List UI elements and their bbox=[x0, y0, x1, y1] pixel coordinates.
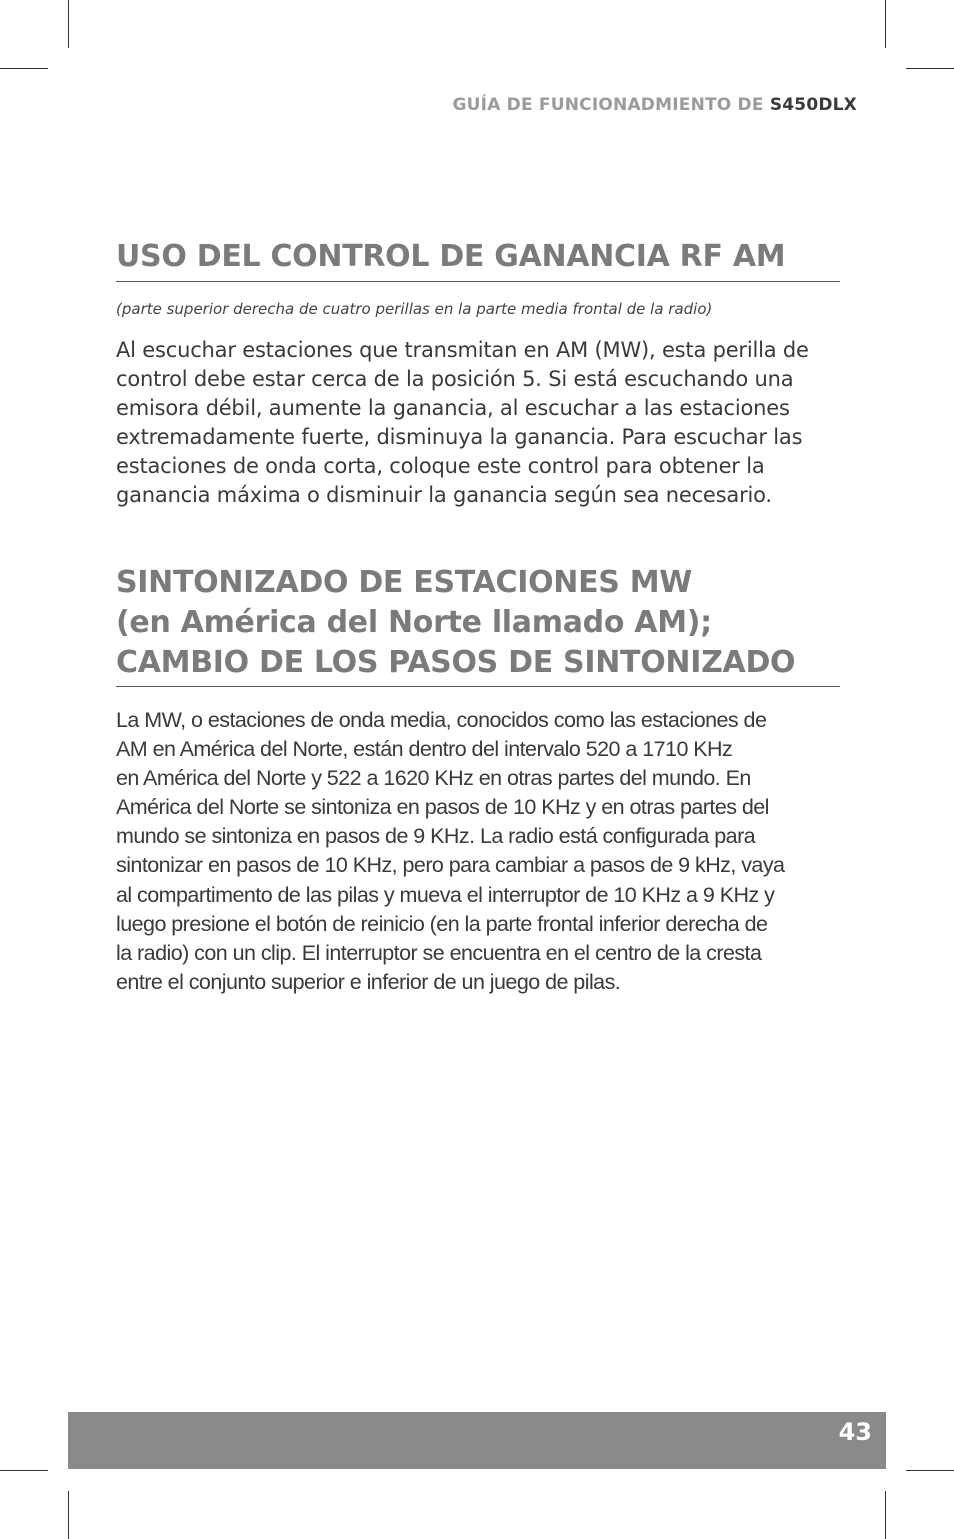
model-name: S450DLX bbox=[769, 95, 857, 115]
section-title-line: SINTONIZADO DE ESTACIONES MW bbox=[116, 565, 693, 600]
running-head bbox=[453, 95, 857, 115]
crop-mark-bottom-right-vertical bbox=[885, 1491, 886, 1539]
paragraph-line: entre el conjunto superior e inferior de un juego de pilas. bbox=[116, 969, 621, 994]
guide-label: GUÍA DE FUNCIONADMIENTO DE bbox=[452, 95, 764, 115]
paragraph-line: sintonizar en pasos de 10 KHz, pero para cambiar a pasos de 9 kHz, vaya bbox=[116, 853, 785, 878]
paragraph-line: al compartimento de las pilas y mueva el interruptor de 10 KHz a 9 KHz y bbox=[116, 882, 775, 907]
section-title-rf-gain: USO DEL CONTROL DE GANANCIA RF AM bbox=[116, 239, 786, 274]
paragraph-line: estaciones de onda corta, coloque este control para obtener la bbox=[116, 454, 765, 478]
paragraph-line: ganancia máxima o disminuir la ganancia según sea necesario. bbox=[116, 483, 772, 507]
paragraph-line: control debe estar cerca de la posición 5. Si está escuchando una bbox=[116, 367, 794, 391]
paragraph-line: luego presione el botón de reinicio (en la parte frontal inferior derecha de bbox=[116, 911, 768, 936]
paragraph-line: emisora débil, aumente la ganancia, al escuchar a las estaciones bbox=[116, 396, 790, 420]
footer-bar bbox=[68, 1412, 886, 1469]
page-number: 43 bbox=[838, 1418, 872, 1446]
section-note: (parte superior derecha de cuatro perillas en la parte media frontal de la radio) bbox=[116, 300, 713, 318]
paragraph-line: AM en América del Norte, están dentro del intervalo 520 a 1710 KHz bbox=[116, 737, 733, 762]
paragraph-line: América del Norte se sintoniza en pasos de 10 KHz y en otras partes del bbox=[116, 795, 769, 820]
paragraph-line: extremadamente fuerte, disminuya la ganancia. Para escuchar las bbox=[116, 425, 803, 449]
section-rf-gain bbox=[116, 237, 840, 277]
paragraph-line: en América del Norte y 522 a 1620 KHz en otras partes del mundo. En bbox=[116, 766, 751, 791]
paragraph-line: La MW, o estaciones de onda media, conocidos como las estaciones de bbox=[116, 708, 767, 732]
crop-mark-bottom-right-horizontal bbox=[906, 1470, 954, 1471]
paragraph-rf-gain bbox=[116, 336, 840, 510]
section-mw-tuning bbox=[116, 563, 840, 683]
crop-mark-top-right-vertical bbox=[885, 0, 886, 48]
crop-mark-top-right-horizontal bbox=[906, 68, 954, 69]
paragraph-mw-tuning bbox=[116, 706, 840, 997]
paragraph-line: la radio) con un clip. El interruptor se encuentra en el centro de la cresta bbox=[116, 940, 762, 965]
section-title-line: CAMBIO DE LOS PASOS DE SINTONIZADO bbox=[116, 645, 796, 680]
section-rule bbox=[116, 686, 840, 687]
crop-mark-bottom-left-horizontal bbox=[0, 1470, 48, 1471]
crop-mark-top-left-horizontal bbox=[0, 68, 48, 69]
section-title-line: (en América del Norte llamado AM); bbox=[116, 605, 712, 640]
crop-mark-top-left-vertical bbox=[68, 0, 69, 48]
paragraph-line: Al escuchar estaciones que transmitan en AM (MW), esta perilla de bbox=[116, 338, 809, 362]
section-rule bbox=[116, 281, 840, 282]
paragraph-line: mundo se sintoniza en pasos de 9 KHz. La radio está configurada para bbox=[116, 824, 756, 849]
crop-mark-bottom-left-vertical bbox=[68, 1491, 69, 1539]
